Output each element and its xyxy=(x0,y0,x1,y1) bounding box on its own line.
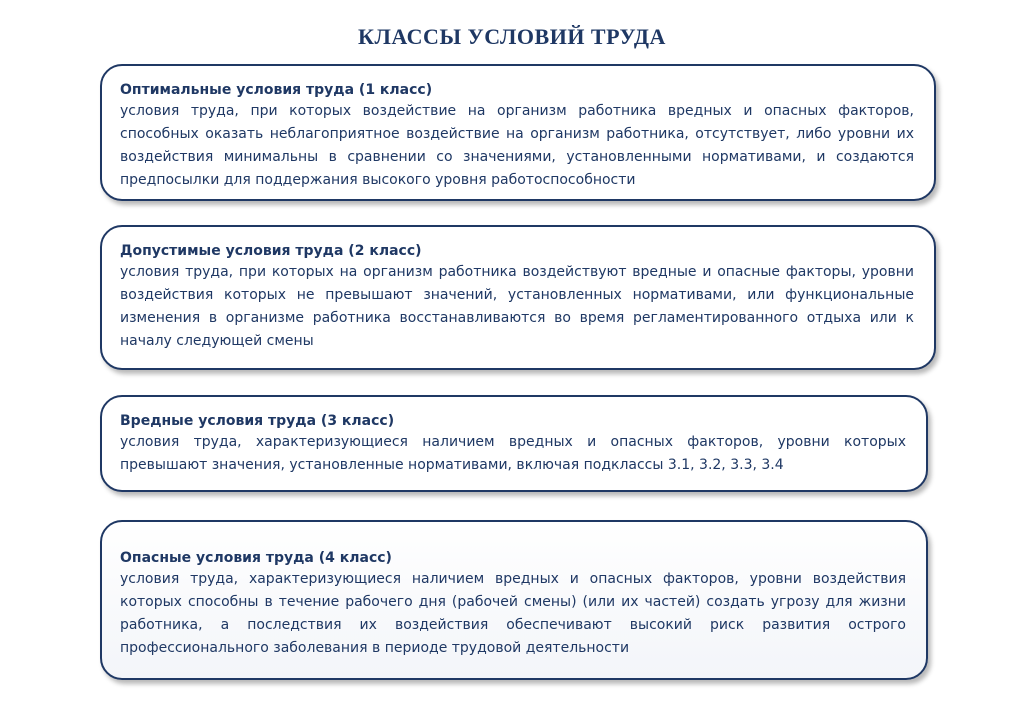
class-description: условия труда, характеризующиеся наличием вредных и опасных факторов, уровни которых превышают значения, установленные нормативами, включая подклассы 3.1, 3.2, 3.3, 3.4 xyxy=(120,434,906,473)
class-description: условия труда, при которых воздействие на организм работника вредных и опасных факторов, способных оказать неблагоприятное воздействие на организм работника, отсутствует, либо уровни их воздействия минимальны в сравнении со значениями, установленными нормативами, и создаются предпосылки для поддержания высокого уровня работоспособности xyxy=(120,103,914,188)
class-title: Допустимые условия труда (2 класс) xyxy=(120,243,422,259)
class-card-optimal xyxy=(100,64,936,201)
class-title: Опасные условия труда (4 класс) xyxy=(120,550,392,566)
class-title: Вредные условия труда (3 класс) xyxy=(120,413,395,429)
page-title: КЛАССЫ УСЛОВИЙ ТРУДА xyxy=(358,24,666,49)
class-card-harmful xyxy=(100,395,928,492)
class-description: условия труда, при которых на организм работника воздействуют вредные и опасные факторы, уровни воздействия которых не превышают значений, установленных нормативами, или функциональные изменения в организме работника восстанавливаются во время регламентированного отдыха или к началу следующей смены xyxy=(120,264,914,349)
class-title: Оптимальные условия труда (1 класс) xyxy=(120,82,433,98)
class-description: условия труда, характеризующиеся наличием вредных и опасных факторов, уровни воздействия которых способны в течение рабочего дня (рабочей смены) (или их частей) создать угрозу для жизни работника, а последствия их воздействия обеспечивают высокий риск развития острого профессионального заболевания в периоде трудовой деятельности xyxy=(120,571,906,656)
class-card-dangerous xyxy=(100,520,928,680)
class-card-acceptable xyxy=(100,225,936,370)
